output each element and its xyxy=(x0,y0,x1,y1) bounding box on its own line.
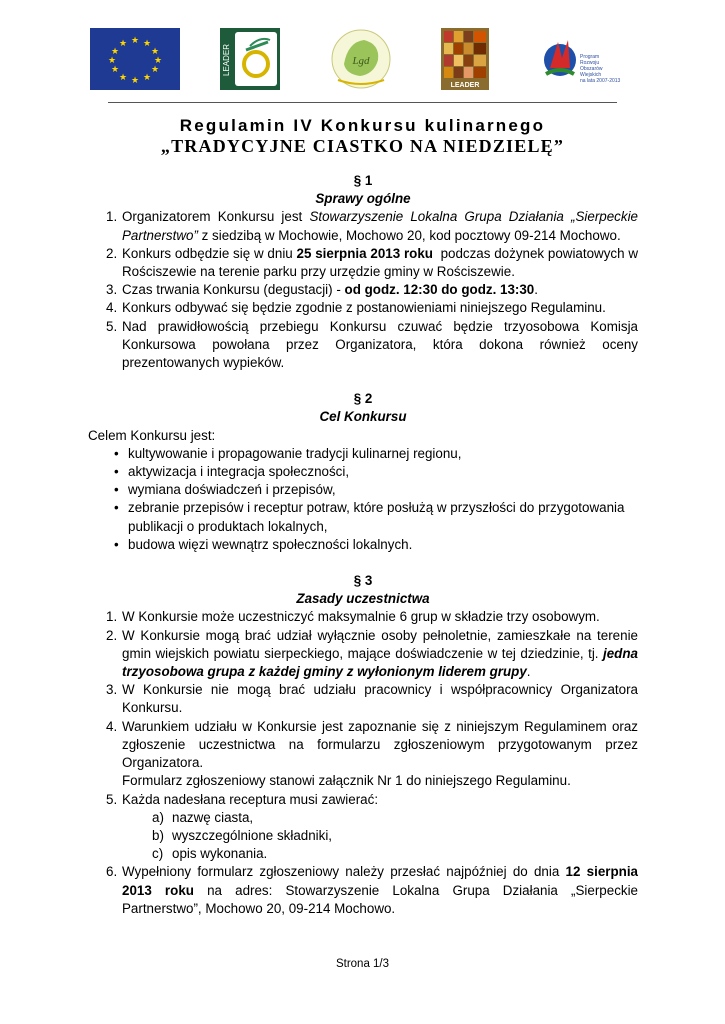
logo-row xyxy=(90,28,635,94)
section-2-number: § 2 xyxy=(353,391,373,407)
document-subtitle: „TRADYCYJNE CIASTKO NA NIEDZIELĘ” xyxy=(160,136,565,156)
item-number: 5. xyxy=(106,318,118,334)
svg-text:LEADER: LEADER xyxy=(450,82,480,89)
item-text: W Konkursie może uczestniczyć maksymalnie 6 grup w składzie trzy osobowym. xyxy=(122,609,600,625)
svg-text:★: ★ xyxy=(130,76,140,86)
svg-text:★: ★ xyxy=(150,47,160,57)
list-item xyxy=(88,318,638,373)
item-text: wyszczególnione składniki, xyxy=(172,827,333,843)
section-3-list xyxy=(88,608,638,808)
item-text: kultywowanie i propagowanie tradycji kulinarnej regionu, xyxy=(128,445,462,461)
list-item xyxy=(88,681,638,717)
list-item xyxy=(88,481,638,499)
list-item xyxy=(88,245,642,281)
item-text: Konkurs odbędzie się w dniu xyxy=(122,245,297,261)
document-title: Regulamin IV Konkursu kulinarnego xyxy=(179,116,546,135)
item-text: wymiana doświadczeń i przepisów, xyxy=(128,482,336,498)
svg-text:★: ★ xyxy=(153,56,163,66)
svg-text:Obszarów: Obszarów xyxy=(580,66,603,72)
item-number: 5. xyxy=(106,791,118,807)
item-text: Nad prawidłowością przebiegu Konkursu czuwać będzie trzyosobowa Komisja Konkursowa powołana przez Organizatora, która dokona również oceny prezentowanych wypieków. xyxy=(122,318,638,371)
item-number: 2. xyxy=(106,245,118,261)
item-number: 3. xyxy=(106,282,118,298)
svg-text:★: ★ xyxy=(150,65,160,75)
list-item xyxy=(88,627,638,682)
item-text: Konkurs odbywać się będzie zgodnie z postanowieniami niniejszego Regulaminu. xyxy=(122,300,606,316)
item-text: W Konkursie mogą brać udział wyłącznie osoby pełnoletnie, zamieszkałe na terenie gmin wiejskich powiatu sierpeckiego, mające doświadczenie w tej dziedzinie, tj. xyxy=(122,627,638,661)
svg-text:★: ★ xyxy=(118,73,128,83)
list-item xyxy=(88,863,638,918)
list-item xyxy=(88,463,638,481)
item-text: Warunkiem udziału w Konkursie jest zapoznanie się z niniejszym Regulaminem oraz zgłoszenie uczestnictwa na formularzu zgłoszeniowym przygotowanym przez Organizatora. xyxy=(122,718,638,771)
item-text: Organizatorem Konkursu jest xyxy=(122,209,310,225)
section-1-list xyxy=(88,208,642,372)
bullet-icon: • xyxy=(114,500,119,516)
item-text: zebranie przepisów i receptur potraw, które posłużą w przyszłości do przygotowania publikacji o produktach lokalnych, xyxy=(128,500,625,534)
item-note: Formularz zgłoszeniowy stanowi załącznik Nr 1 do niniejszego Regulaminu. xyxy=(122,773,571,789)
item-text: . xyxy=(526,664,531,680)
eu-flag-icon xyxy=(90,28,180,95)
item-number: 1. xyxy=(106,209,118,225)
list-item xyxy=(88,445,638,463)
item-text-italic: Stowarzyszenie Lokalna Grupa Działania „Sierpeckie Partnerstwo” xyxy=(122,209,638,243)
header-divider xyxy=(108,102,617,103)
list-item xyxy=(88,499,638,535)
list-item xyxy=(88,791,638,809)
item-text: . xyxy=(534,282,538,298)
leader-grid-logo-icon xyxy=(441,28,489,95)
leader-logo-icon xyxy=(220,28,280,95)
item-text: nazwę ciasta, xyxy=(172,809,254,825)
item-text: Każda nadesłana receptura musi zawierać: xyxy=(122,791,379,807)
section-2-list xyxy=(88,445,638,554)
item-text: z siedzibą w Mochowie, Mochowo 20, kod pocztowy 09-214 Mochowo. xyxy=(197,227,621,243)
section-1-number: § 1 xyxy=(353,173,373,188)
svg-text:★: ★ xyxy=(110,65,120,75)
section-3-title: Zasady uczestnictwa xyxy=(296,591,430,607)
item-text: na adres: Stowarzyszenie Lokalna Grupa Działania „Sierpeckie Partnerstwo”, Mochowo 20, 09-214 Mochowo. xyxy=(122,882,639,916)
item-number: 4. xyxy=(106,300,118,316)
page-number: Strona 1/3 xyxy=(335,958,390,970)
lgd-sierpeckie-partnerstwo-logo-icon xyxy=(330,28,392,95)
item-text-bold: od godz. 12:30 do godz. 13:30 xyxy=(344,282,535,298)
prow-2007-2013-logo-icon xyxy=(540,28,635,95)
document-body xyxy=(88,172,642,918)
svg-text:★: ★ xyxy=(142,39,152,49)
item-letter: a) xyxy=(152,809,164,825)
svg-text:Program: Program xyxy=(580,54,600,60)
item-text: budowa więzi wewnątrz społeczności lokalnych. xyxy=(128,536,413,552)
list-item xyxy=(88,809,638,827)
item-number: 2. xyxy=(106,627,118,643)
item-text: Wypełniony formularz zgłoszeniowy należy przesłać najpóźniej do dnia xyxy=(122,864,566,880)
section-3-list-continued xyxy=(88,863,638,918)
item-text: Czas trwania Konkursu (degustacji) - xyxy=(122,282,345,298)
svg-text:★: ★ xyxy=(142,73,152,83)
list-item xyxy=(88,281,638,299)
item-text-bold: 12 sierpnia 2013 roku xyxy=(122,864,638,898)
section-1-title: Sprawy ogólne xyxy=(315,191,411,207)
item-text: podczas dożynek powiatowych w Rościszewie na terenie parku przy urzędzie gminy w Rościszewie. xyxy=(122,245,642,280)
svg-text:Rozwoju: Rozwoju xyxy=(580,60,600,66)
svg-text:★: ★ xyxy=(110,47,120,57)
list-item xyxy=(88,827,638,845)
item-text: opis wykonania. xyxy=(172,846,268,862)
svg-text:Wiejskich: Wiejskich xyxy=(580,72,602,78)
item-text: aktywizacja i integracja społeczności, xyxy=(128,464,350,480)
svg-text:★: ★ xyxy=(107,56,117,66)
svg-text:★: ★ xyxy=(118,39,128,49)
svg-text:LEADER: LEADER xyxy=(222,43,231,76)
section-3-sublist xyxy=(88,809,638,864)
bullet-icon: • xyxy=(114,536,119,552)
section-3-number: § 3 xyxy=(353,573,373,589)
list-item xyxy=(88,536,638,554)
list-item xyxy=(88,608,638,626)
svg-text:★: ★ xyxy=(130,36,140,46)
item-text-bold: 25 sierpnia 2013 roku xyxy=(296,245,433,261)
item-number: 4. xyxy=(106,718,118,734)
list-item xyxy=(88,718,638,791)
list-item xyxy=(88,845,638,863)
svg-text:na lata 2007-2013: na lata 2007-2013 xyxy=(580,78,621,84)
list-item xyxy=(88,208,638,244)
bullet-icon: • xyxy=(114,464,119,480)
bullet-icon: • xyxy=(114,445,119,461)
item-text-bold-italic: jedna trzyosobowa grupa z każdej gminy z wyłonionym liderem grupy xyxy=(122,645,638,680)
item-number: 3. xyxy=(106,682,118,698)
item-text: W Konkursie nie mogą brać udziału pracownicy i współpracownicy Organizatora Konkursu. xyxy=(122,682,638,716)
svg-text:Lgd: Lgd xyxy=(352,55,370,67)
section-2-title: Cel Konkursu xyxy=(319,409,407,425)
list-item xyxy=(88,299,638,317)
item-letter: c) xyxy=(152,846,164,862)
item-letter: b) xyxy=(152,827,164,843)
bullet-icon: • xyxy=(114,482,119,498)
item-number: 1. xyxy=(106,609,118,625)
item-number: 6. xyxy=(106,864,118,880)
section-2-intro: Celem Konkursu jest: xyxy=(88,427,216,443)
